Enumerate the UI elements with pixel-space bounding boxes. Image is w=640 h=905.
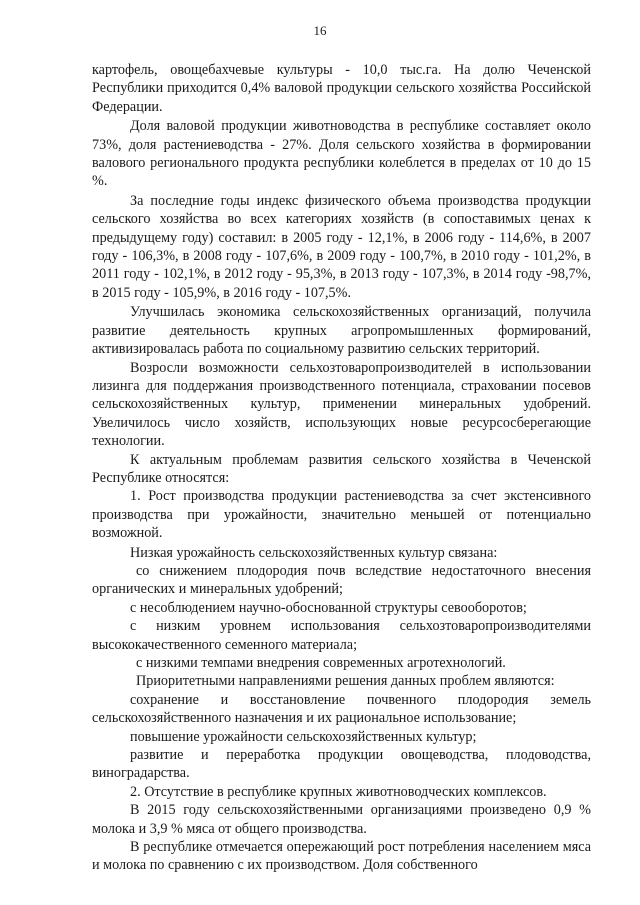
list-item: с несоблюдением научно-обоснованной структуры севооборотов;	[130, 599, 527, 616]
paragraph: картофель, овощебахчевые культуры - 10,0 тыс.га. На долю Чеченской Республики приходится 0,4% валовой продукции сельского хозяйства Российской Федерации.	[92, 62, 591, 115]
body-text	[92, 61, 591, 875]
page-number: 16	[313, 23, 327, 38]
list-item: развитие и переработка продукции овощеводства, плодоводства, виноградарства.	[92, 747, 591, 782]
list-item: с низким уровнем использования сельхозтоваропроизводителями высококачественного семенного материала;	[92, 618, 591, 653]
paragraph: Низкая урожайность сельскохозяйственных культур связана:	[130, 544, 498, 561]
paragraph: За последние годы индекс физического объема производства продукции сельского хозяйства во всех категориях хозяйств (в сопоставимых ценах к предыдущему году) составил: в 2005 году - 12,1%, в 2006 году - 114,6%, в 2007 году - 106,3%, в 2008 году - 107,6%, в 2009 году - 100,7%, в 2010 году - 101,2%, в 2011 году - 102,1%, в 2012 году - 95,3%, в 2013 году - 107,3%, в 2014 году -98,7%, в 2015 году - 105,9%, в 2016 году - 107,5%.	[92, 192, 591, 301]
paragraph: Приоритетными направлениями решения данных проблем являются:	[136, 673, 555, 690]
paragraph: 1. Рост производства продукции растениеводства за счет экстенсивного производства при урожайности, значительно меньшей от потенциально возможной.	[92, 488, 591, 542]
paragraph: Возросли возможности сельхозтоваропроизводителей в использовании лизинга для поддержания производственного потенциала, страховании посевов сельскохозяйственных культур, применении минеральных удобрений. Увеличилось число хозяйств, использующих новые ресурсосберегающие технологии.	[92, 359, 591, 450]
paragraph: Доля валовой продукции животноводства в республике составляет около 73%, доля растениеводства - 27%. Доля сельского хозяйства в формировании валового регионального продукта республики колеблется в пределах от 10 до 15 %.	[92, 118, 591, 190]
list-item: с низкими темпами внедрения современных агротехнологий.	[136, 655, 506, 671]
paragraph: В республике отмечается опережающий рост потребления населением мяса и молока по сравнению с их производством. Доля собственного	[92, 839, 591, 874]
paragraph: Улучшилась экономика сельскохозяйственных организаций, получила развитие деятельность крупных агропромышленных формирований, активизировалась работа по социальному развитию сельских территорий.	[92, 304, 591, 358]
list-item: со снижением плодородия почв вследствие недостаточного внесения органических и минеральных удобрений;	[92, 562, 591, 598]
list-item: повышение урожайности сельскохозяйственных культур;	[130, 728, 477, 745]
paragraph: К актуальным проблемам развития сельского хозяйства в Чеченской Республике относятся:	[92, 451, 591, 486]
list-item: сохранение и восстановление почвенного плодородия земель сельскохозяйственного назначения и их рациональное использование;	[92, 691, 591, 727]
paragraph: В 2015 году сельскохозяйственными организациями произведено 0,9 % молока и 3,9 % мяса от общего производства.	[92, 802, 591, 837]
paragraph: 2. Отсутствие в республике крупных животноводческих комплексов.	[130, 783, 547, 800]
